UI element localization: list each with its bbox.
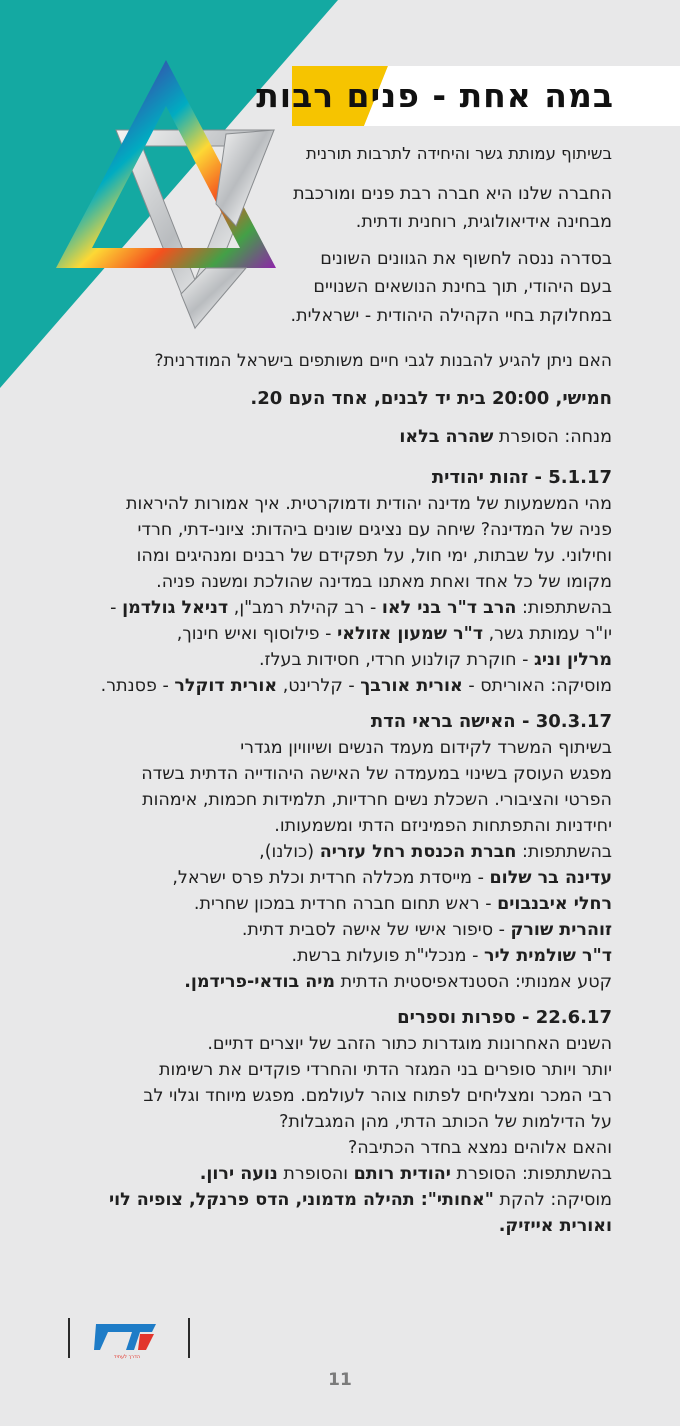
host-name: שהרה בלאו — [399, 427, 494, 447]
art-line: קטע אמנותי: הסטנדאפיסטית הדתית מיה בודאי-פרידמן. — [184, 972, 612, 992]
title-banner — [256, 66, 680, 126]
participants-line: בהשתתפות: הסופרת יהודית רותם והסופרת נועה ירון. — [199, 1164, 612, 1184]
music-line: ואורית אייזיק. — [498, 1216, 612, 1236]
intro-paragraph-1: החברה שלנו היא חברה רבת פנים ומורכבת מבחינה אידיאולוגית, רוחנית ודתית. — [293, 183, 612, 232]
session-woman-religion — [32, 709, 612, 995]
music-line: מוסיקה: להקת "אחותי": תהילה מדמוני, הדס פרנקל, צופיה לוי — [108, 1190, 612, 1210]
page-number: 11 — [328, 1370, 352, 1390]
question-line: האם ניתן להגיע להבנות לגבי חיים משותפים בישראל המודרנית? — [154, 351, 612, 371]
participants-line: בהשתתפות: חברת הכנסת רחל עזריה (כולנו), — [259, 842, 612, 862]
intro-partners: בשיתוף עמותת גשר והיחידה לתרבות תורנית — [306, 144, 612, 163]
host-line: מנחה: הסופרת שהרה בלאו — [399, 427, 612, 447]
intro-paragraph-2: בסדרה ננסה לחשוף את הגוונים השונים בעם היהודי, תוך בחינת הנושאים השנויים במחלוקת בחיי הקהילה היהודית - ישראלית. — [290, 248, 612, 326]
participant-line: עדינה בר שלום - מייסדת מכללה חרדית וכלת פרס ישראל, — [172, 868, 612, 888]
participants-line: מרלין וניג - חוקרת קולנוע חרדי, חסידות בעלז. — [258, 650, 612, 670]
session-body-line: מהי המשמעות של מדינה יהודית ודמוקרטית. איך אמורות להיראות — [125, 494, 612, 514]
participants-line: יו"ר עמותת גשר, ד"ר שמעון אזולאי - פילוסוף ואיש חינוך, — [176, 624, 612, 644]
session-body-line: וחילוני. על שבתות, ימי חול, על תפקידם של רבנים ומנהיגים ומהו — [136, 546, 612, 566]
session-body-line: מפגש העוסק בשינוי במעמדה של האישה היהודייה הדתית בשדה — [141, 764, 612, 784]
session-body-line: השנים האחרונות מוגדרות כתור הזהב של יוצרים דתיים. — [207, 1034, 612, 1054]
session-body-line: הפרטי והציבורי. השכלת נשים חרדיות, תלמידות חכמות, אימהות — [142, 790, 612, 810]
session-body-line: מקומו של כל אחד ואחת מאתנו במדינה שהולכת ומשנה פניה. — [156, 572, 612, 592]
intro-block — [252, 140, 612, 338]
footer-divider-right — [188, 1318, 190, 1358]
participant-line: ד"ר שולמית ליר - מנכלי"ת פועלות ברשת. — [291, 946, 612, 966]
main-content — [32, 348, 612, 1239]
session-literature — [32, 1005, 612, 1239]
session-body-line: והאם אלוהים נמצא בחדר הכתיבה? — [347, 1138, 612, 1158]
session-body-line: פניה של המדינה? שיחה עם נציגים שונים ביהדות: ציוני-דתי, חרדי — [137, 520, 612, 540]
participants-line: בהשתתפות: הרב ד"ר בני לאו - רב קהילת רמב"ן, דניאל גולדמן - — [110, 598, 612, 618]
session-identity — [32, 465, 612, 699]
session-heading: 22.6.17 - ספרות וספרים — [397, 1007, 612, 1028]
session-body-line: רבי המכר ומצליחים לפתוח צוהר לעולמם. מפגש מיוחד וגלוי לב — [143, 1086, 612, 1106]
session-body-line: על הדילמות של הכותב הדתי, מהן המגבלות? — [279, 1112, 612, 1132]
star-of-david-icon — [46, 54, 282, 338]
participant-line: רחלי איבנבוים - ראש תחום חברה חרדית במכון שחרית. — [193, 894, 612, 914]
session-subtitle: בשיתוף המשרד לקידום מעמד הנשים ושיוויון מגדרי — [240, 738, 612, 758]
session-body-line: יותר ויותר סופרים בני המגזר הדתי והחרדי פוקדים את רשימות — [158, 1060, 612, 1080]
session-heading: 5.1.17 - זהות יהודית — [431, 467, 612, 488]
page-title: במה אחת - פנים רבות — [256, 76, 614, 115]
organization-logo-icon — [92, 1318, 162, 1360]
footer-divider-left — [68, 1318, 70, 1358]
music-line: מוסיקה: האוריתס - אורית אורבך - קלרינט, אורית דוקלר - פסנתר. — [100, 676, 612, 696]
session-heading: 30.3.17 - האישה בראי הדת — [370, 711, 612, 732]
event-time-location: חמישי, 20:00 בית יד לבנים, אחד העם 20. — [250, 388, 612, 409]
participant-line: זוהרית שורק - סיפור אישי של אישה לסבית דתית. — [241, 920, 612, 940]
session-body-line: יחידניות והתפתחות הפמיניזם הדתי ומשמעותו. — [274, 816, 612, 836]
logo-tagline: הדרך לעתיד — [113, 1354, 141, 1360]
